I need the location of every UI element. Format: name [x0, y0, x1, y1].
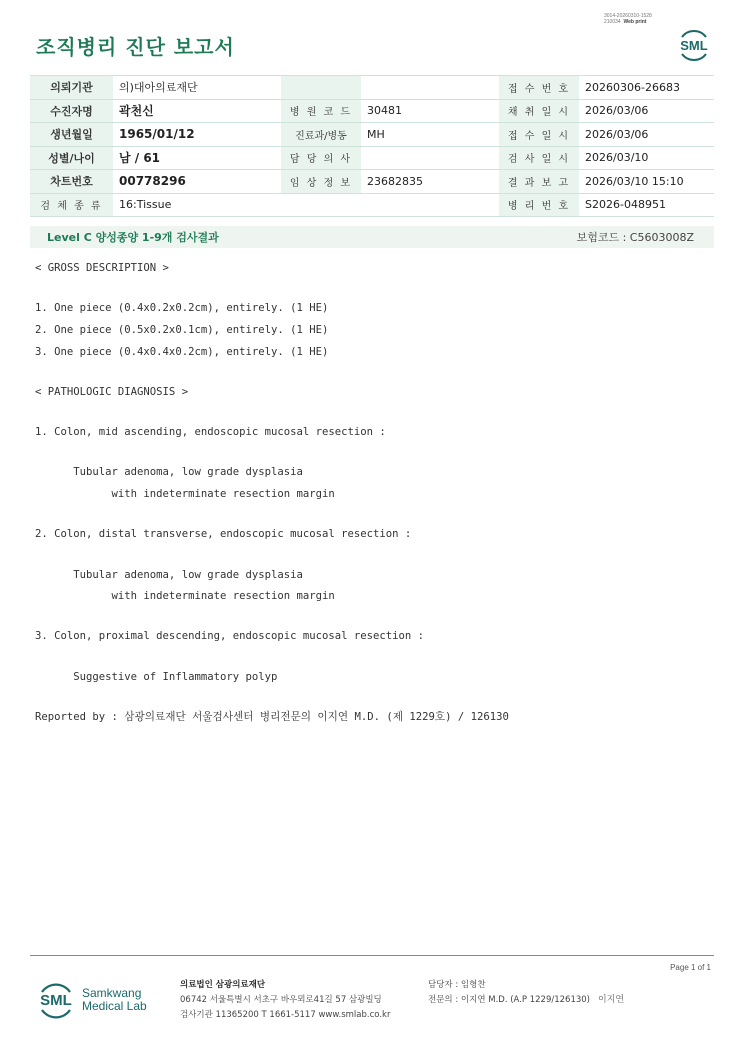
test-section-title: Level C 양성종양 1-9개 검사결과: [47, 231, 219, 244]
sml-logo-text: SML: [680, 38, 708, 53]
department-label: 진료과/병동: [281, 123, 361, 147]
specialist-row: [428, 993, 624, 1008]
staff-info: [428, 978, 624, 1008]
empty-label: [281, 76, 361, 100]
brand-name: [82, 987, 147, 1013]
table-row: [30, 146, 714, 170]
department-value: MH: [361, 123, 499, 147]
reported-by: Reported by : 삼광의료재단 서울검사센터 병리전문의 이지연 M.D. (제 1229호) / 126130: [35, 711, 509, 723]
org-name: 의료법인 삼광의료재단: [180, 980, 266, 990]
diagnosis-finding: Tubular adenoma, low grade dysplasia: [35, 569, 303, 581]
table-row: [30, 193, 714, 217]
insurance-code: 보험코드 : C5603008Z: [576, 231, 694, 244]
birth-date-value: 1965/01/12: [113, 123, 281, 147]
received-date-value: 2026/03/06: [579, 123, 714, 147]
clinical-info-value: 23682835: [361, 170, 499, 194]
pathology-number-label: 병 리 번 호: [499, 193, 579, 217]
specialist-name: 이지연 M.D. (A.P 1229/126130): [460, 995, 590, 1005]
brand-line1: Samkwang: [82, 986, 142, 1000]
pathology-number-value: S2026-048951: [579, 193, 714, 217]
specialist-label: 전문의 :: [428, 995, 459, 1005]
gross-line: 3. One piece (0.4x0.4x0.2cm), entirely. (1 HE): [35, 346, 329, 358]
sml-footer-logo-text: SML: [40, 992, 72, 1009]
page-title: 조직병리 진단 보고서: [36, 35, 235, 59]
sex-age-label: 성별/나이: [30, 146, 113, 170]
hospital-code-value: 30481: [361, 99, 499, 123]
clinical-info-label: 임 상 정 보: [281, 170, 361, 194]
patient-name-label: 수진자명: [30, 99, 113, 123]
diagnosis-site: 2. Colon, distal transverse, endoscopic mucosal resection :: [35, 528, 412, 540]
signature: 이지연: [598, 995, 625, 1005]
diagnosis-margin: with indeterminate resection margin: [35, 488, 335, 500]
patient-name-value: 곽천신: [113, 99, 281, 123]
gross-line: 1. One piece (0.4x0.2x0.2cm), entirely. (1 HE): [35, 302, 329, 314]
received-date-label: 접 수 일 시: [499, 123, 579, 147]
gross-description-heading: < GROSS DESCRIPTION >: [35, 262, 169, 274]
requesting-org-label: 의뢰기관: [30, 76, 113, 100]
print-code-line1: 3014-20260310-1528: [604, 13, 652, 19]
diagnosis-finding: Suggestive of Inflammatory polyp: [35, 671, 278, 683]
org-address: 06742 서울특별시 서초구 바우뫼로41길 57 삼광빌딩: [180, 995, 382, 1005]
specimen-type-value: 16:Tissue: [113, 193, 281, 217]
diagnosis-site: 3. Colon, proximal descending, endoscopic mucosal resection :: [35, 630, 425, 642]
diagnosis-finding: Tubular adenoma, low grade dysplasia: [35, 466, 303, 478]
patient-info-table: [30, 75, 714, 217]
diagnosis-site: 1. Colon, mid ascending, endoscopic mucosal resection :: [35, 426, 386, 438]
table-row: [30, 123, 714, 147]
staff-name: 임형찬: [460, 980, 486, 990]
attending-doctor-label: 담 당 의 사: [281, 146, 361, 170]
table-row: [30, 99, 714, 123]
pathologic-diagnosis-heading: < PATHOLOGIC DIAGNOSIS >: [35, 386, 189, 398]
print-code: [604, 13, 652, 25]
sex-age-value: 남 / 61: [113, 146, 281, 170]
accession-number-value: 20260306-26683: [579, 76, 714, 100]
test-date-label: 검 사 일 시: [499, 146, 579, 170]
chart-number-label: 차트번호: [30, 170, 113, 194]
brand-line2: Medical Lab: [82, 999, 147, 1013]
birth-date-label: 생년월일: [30, 123, 113, 147]
sml-footer-logo-icon: [36, 980, 76, 1020]
print-code-line2: [604, 19, 652, 25]
test-date-value: 2026/03/10: [579, 146, 714, 170]
staff-label: 담당자 :: [428, 980, 459, 990]
footer-divider: [30, 955, 714, 956]
attending-doctor-value: [361, 146, 499, 170]
result-report-value: 2026/03/10 15:10: [579, 170, 714, 194]
gross-line: 2. One piece (0.5x0.2x0.1cm), entirely. (1 HE): [35, 324, 329, 336]
print-code-number: 210034: [604, 19, 621, 25]
staff-row: [428, 978, 624, 993]
org-info: [180, 978, 390, 1023]
specimen-type-label: 검 체 종 류: [30, 193, 113, 217]
hospital-code-label: 병 원 코 드: [281, 99, 361, 123]
collection-date-label: 채 취 일 시: [499, 99, 579, 123]
footer-logo: [36, 980, 147, 1020]
table-row: [30, 170, 714, 194]
table-row: [30, 76, 714, 100]
result-report-label: 결 과 보 고: [499, 170, 579, 194]
web-print-label: Web print: [623, 19, 647, 25]
empty-value: [361, 193, 499, 217]
page-number: Page 1 of 1: [670, 963, 711, 972]
empty-value: [361, 76, 499, 100]
diagnosis-margin: with indeterminate resection margin: [35, 590, 335, 602]
org-contact: 검사기관 11365200 T 1661-5117 www.smlab.co.kr: [180, 1010, 391, 1020]
test-section-bar: [30, 226, 714, 248]
empty-label: [281, 193, 361, 217]
chart-number-value: 00778296: [113, 170, 281, 194]
requesting-org-value: 의)대아의료재단: [113, 76, 281, 100]
sml-logo-icon: [676, 27, 712, 63]
collection-date-value: 2026/03/06: [579, 99, 714, 123]
accession-number-label: 접 수 번 호: [499, 76, 579, 100]
